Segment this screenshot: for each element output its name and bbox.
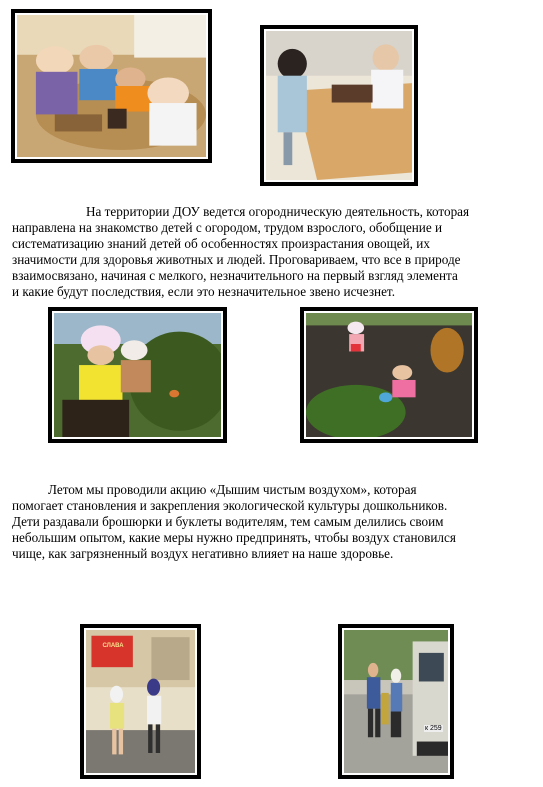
paragraph-line: небольшим опытом, какие меры нужно предпринять, чтобы воздух становился: [12, 530, 456, 545]
shop-sign: СЛАВА: [102, 643, 124, 649]
photo-image: [17, 15, 206, 157]
photo-image: [266, 31, 412, 180]
photo-image: [344, 630, 448, 773]
photo-image: [54, 313, 221, 437]
photo-children-planting: [11, 9, 212, 163]
license-plate: к 259: [425, 725, 442, 732]
paragraph-line: Дети раздавали брошюрки и буклеты водителям, тем самым делились своим: [12, 514, 444, 529]
paragraph-line: Летом мы проводили акцию «Дышим чистым воздухом», которая: [48, 482, 417, 497]
photo-girls-planter: [260, 25, 418, 186]
photo-vegetable-garden: [300, 307, 478, 443]
photo-image: [86, 630, 195, 773]
paragraph-line: и какие будут последствия, если это незначительное звено исчезнет.: [12, 284, 396, 299]
photo-tomato-plants: [48, 307, 227, 443]
paragraph-line: направлена на знакомство детей с огородом, трудом взрослого, обобщение и: [12, 220, 443, 235]
paragraph-line: На территории ДОУ ведется огородническую деятельность, которая: [86, 204, 470, 219]
photo-image: [306, 313, 472, 437]
photo-driver-by-car: [338, 624, 454, 779]
paragraph-garden: [12, 204, 525, 300]
paragraph-line: взаимосвязано, начиная с мелкого, незначительного на первый взгляд элемента: [12, 268, 458, 283]
paragraph-clean-air-campaign: [12, 482, 525, 562]
paragraph-line: значимости для здоровья животных и людей. Проговариваем, что все в природе: [12, 252, 461, 267]
paragraph-line: систематизацию знаний детей об особенностях произрастания овощей, их: [12, 236, 430, 251]
paragraph-line: помогает становления и закрепления экологической культуры дошкольников.: [12, 498, 448, 513]
paragraph-line: чище, как загрязненный воздух негативно влияет на наше здоровье.: [12, 546, 394, 561]
photo-children-building: [80, 624, 201, 779]
